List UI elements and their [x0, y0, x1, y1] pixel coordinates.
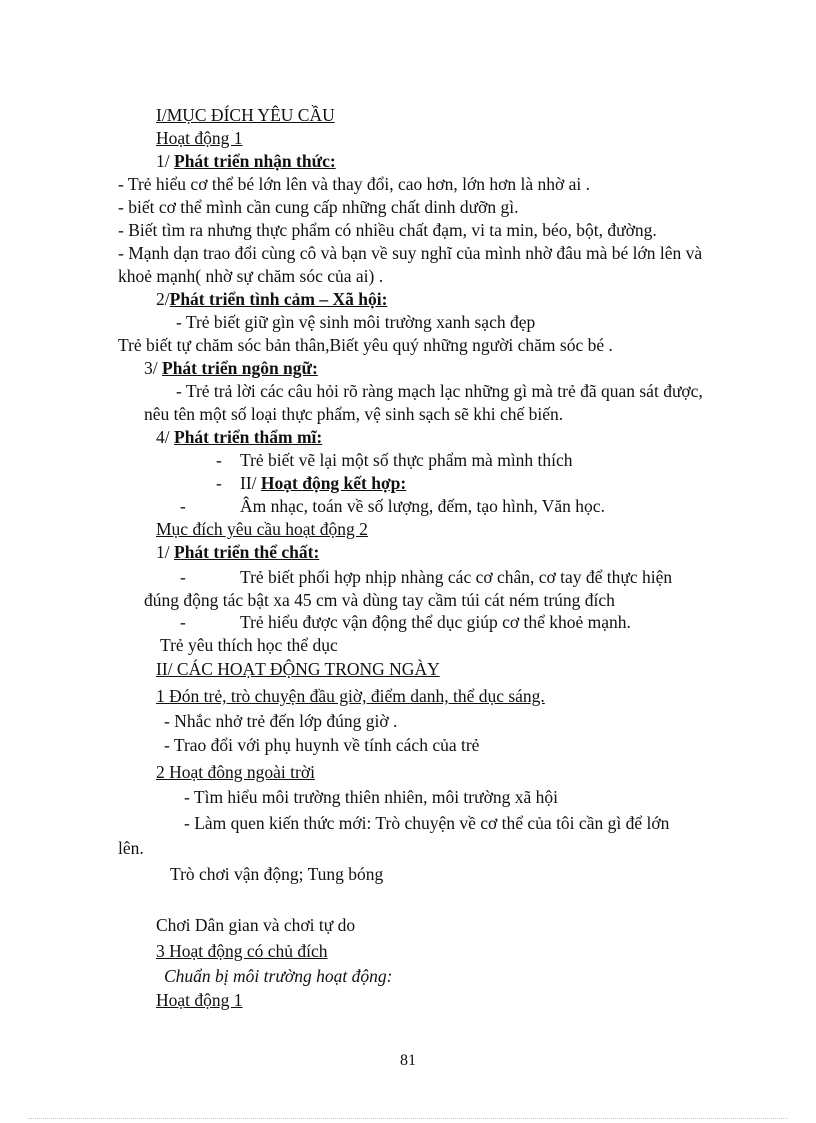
bullet-line: - biết cơ thể mình cần cung cấp những chất dinh dưỡn gì. [118, 197, 519, 217]
subheading-title: Phát triển nhận thức: [174, 151, 336, 171]
continuation-line: nêu tên một số loại thực phẩm, vệ sinh sạch sẽ khi chế biến. [144, 404, 564, 424]
continuation-line: khoẻ mạnh( nhờ sự chăm sóc của ai) . [118, 266, 384, 286]
dash-item [216, 449, 573, 471]
subheading-title: Phát triển thể chất: [174, 542, 320, 562]
subheading-number: 4/ [156, 427, 174, 447]
dash-item-text: Trẻ biết vẽ lại một số thực phẩm mà mình thích [240, 450, 573, 470]
bullet-line: - Trẻ hiểu cơ thể bé lớn lên và thay đổi, cao hơn, lớn hơn là nhờ ai . [118, 174, 591, 194]
activity-heading-1: Hoạt động 1 [156, 128, 243, 148]
bullet-line: - Biết tìm ra nhưng thực phẩm có nhiều chất đạm, vi ta min, béo, bột, đường. [118, 220, 657, 240]
subheading-number: 3/ [144, 358, 162, 378]
subheading-physical [156, 541, 319, 563]
section-heading-goals: I/MỤC ĐÍCH YÊU CẦU [156, 105, 335, 125]
bullet-line: - Trao đổi với phụ huynh về tính cách của trẻ [164, 735, 480, 755]
activity-heading-1-repeat: Hoạt động 1 [156, 990, 243, 1010]
dash-item [180, 495, 605, 517]
body-line: Trẻ biết tự chăm sóc bản thân,Biết yêu quý những người chăm sóc bé . [118, 335, 613, 355]
activity-heading-focused: 3 Hoạt động có chủ đích [156, 941, 328, 961]
dash-marker: - [180, 567, 186, 587]
page-number: 81 [400, 1052, 416, 1069]
continuation-line: đúng động tác bật xa 45 cm và dùng tay cầm túi cát ném trúng đích [144, 590, 615, 610]
heading-title: Hoạt động kết hợp: [260, 473, 407, 493]
page-bottom-divider [28, 1118, 788, 1119]
subheading-number: 1/ [156, 542, 174, 562]
bullet-line: - Tìm hiểu môi trường thiên nhiên, môi trường xã hội [184, 787, 558, 807]
subheading-cognitive [156, 150, 336, 172]
dash-marker: - [216, 473, 222, 493]
subheading-number: 1/ [156, 151, 174, 171]
body-line: Trò chơi vận động; Tung bóng [170, 864, 384, 884]
subheading-emotional-social [156, 288, 387, 310]
subheading-title: Phát triển tình cảm – Xã hội: [169, 289, 388, 309]
dash-item-text: Trẻ hiểu được vận động thể dục giúp cơ thể khoẻ mạnh. [240, 612, 631, 632]
activity-heading-outdoor: 2 Hoạt đông ngoài trời [156, 762, 315, 782]
heading-number: II/ [240, 473, 261, 493]
dash-item [180, 566, 672, 588]
activity-heading-2: Mục đích yêu cầu hoạt động 2 [156, 519, 368, 539]
dash-item [180, 611, 631, 633]
section-heading-daily-activities: II/ CÁC HOẠT ĐỘNG TRONG NGÀY [156, 659, 440, 679]
dash-item-text: Âm nhạc, toán về số lượng, đếm, tạo hình, Văn học. [240, 496, 605, 516]
subheading-language [144, 357, 318, 379]
dash-marker: - [180, 612, 186, 632]
bullet-line: - Trẻ biết giữ gìn vệ sinh môi trường xanh sạch đẹp [176, 312, 536, 332]
bullet-line: - Làm quen kiến thức mới: Trò chuyện về cơ thể của tôi cần gì để lớn [184, 813, 670, 833]
body-line: Chơi Dân gian và chơi tự do [156, 915, 356, 935]
subheading-number: 2/ [156, 289, 170, 309]
activity-heading-morning: 1 Đón trẻ, trò chuyện đầu giờ, điểm danh, thể dục sáng. [156, 686, 545, 706]
subheading-aesthetic [156, 426, 322, 448]
bullet-line: - Mạnh dạn trao đổi cùng cô và bạn về suy nghĩ của mình nhờ đâu mà bé lớn lên và [118, 243, 703, 263]
dash-marker: - [216, 450, 222, 470]
bullet-line: - Nhắc nhở trẻ đến lớp đúng giờ . [164, 711, 398, 731]
subheading-title: Phát triển thẩm mĩ: [174, 427, 323, 447]
bullet-line: - Trẻ trả lời các câu hỏi rõ ràng mạch lạc những gì mà trẻ đã quan sát được, [176, 381, 703, 401]
italic-note: Chuẩn bị môi trường hoạt động: [164, 966, 393, 986]
dash-item-heading [216, 472, 406, 494]
continuation-line: lên. [118, 838, 144, 858]
dash-item-text: Trẻ biết phối hợp nhịp nhàng các cơ chân, cơ tay để thực hiện [240, 567, 673, 587]
dash-marker: - [180, 496, 186, 516]
subheading-title: Phát triển ngôn ngữ: [162, 358, 318, 378]
body-line: Trẻ yêu thích học thể dục [160, 635, 338, 655]
